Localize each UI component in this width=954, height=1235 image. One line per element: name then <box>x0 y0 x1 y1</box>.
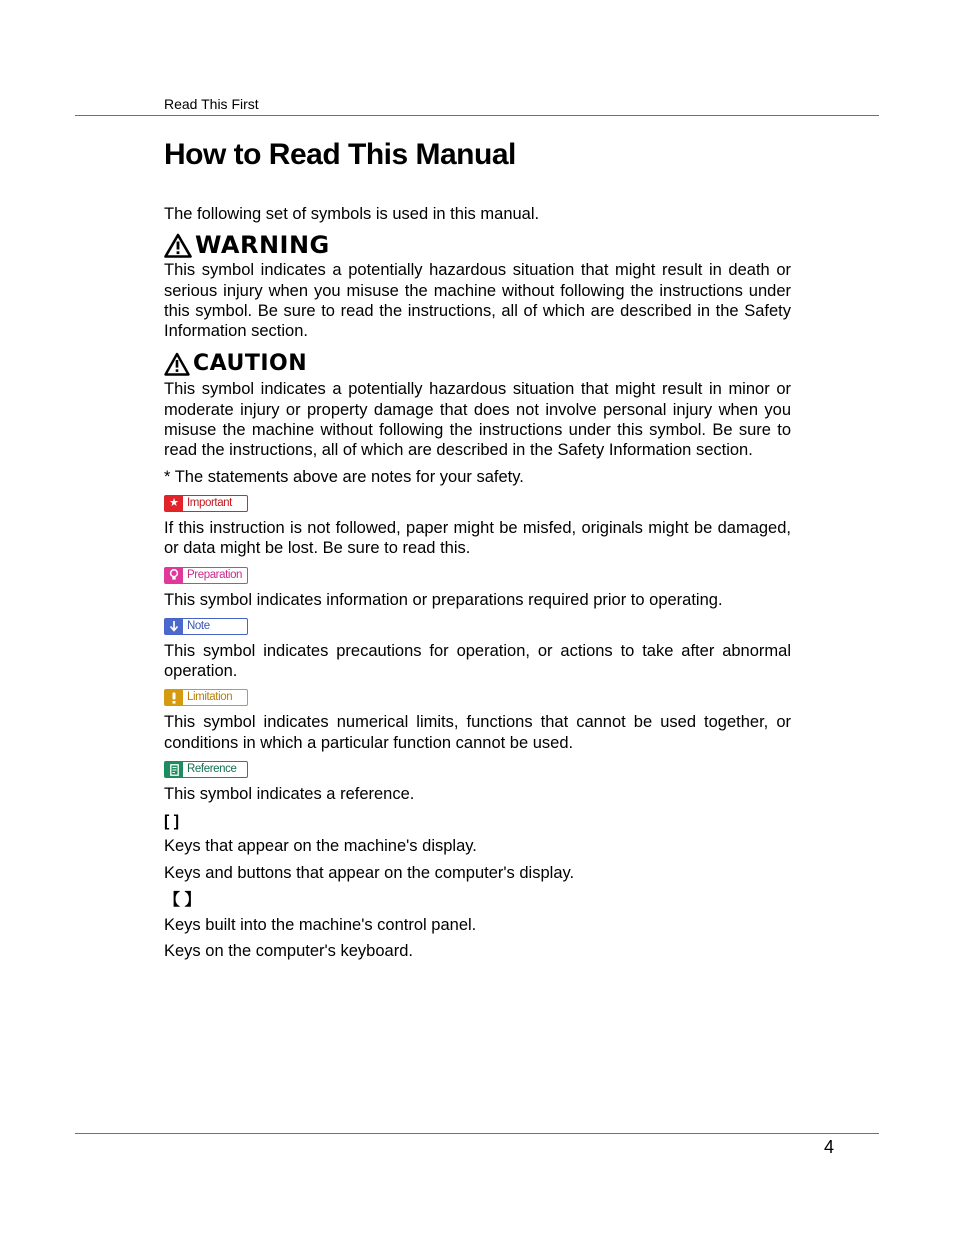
manual-body <box>164 204 791 962</box>
header-section-label: Read This First <box>164 96 259 112</box>
square-brackets-line-1: Keys that appear on the machine's display. <box>164 837 477 856</box>
safety-note: * The statements above are notes for your safety. <box>164 467 524 486</box>
arrow-down-icon <box>165 619 183 634</box>
limitation-description: This symbol indicates numerical limits, functions that cannot be used together, or conditions in which a particular function cannot be used. <box>164 713 791 752</box>
warning-triangle-icon <box>164 233 192 258</box>
document-icon <box>165 762 183 777</box>
page-number: 4 <box>824 1137 835 1157</box>
intro-text: The following set of symbols is used in this manual. <box>164 205 540 223</box>
page-title: How to Read This Manual <box>164 138 516 171</box>
caution-triangle-icon <box>164 352 190 376</box>
important-badge-label: Important <box>187 496 232 509</box>
warning-description: This symbol indicates a potentially hazardous situation that might result in death or serious injury when you misuse the machine without following the instructions under this symbol. Be sure to read the instructions, all of which are described in the Safety Information section. <box>164 261 791 341</box>
star-icon: ★ <box>165 496 183 511</box>
caution-label: CAUTION <box>193 351 308 377</box>
lenticular-brackets-line-2: Keys on the computer's keyboard. <box>164 942 413 961</box>
warning-label: WARNING <box>195 231 330 260</box>
reference-badge-label: Reference <box>187 763 237 776</box>
lenticular-brackets-symbol: 【 】 <box>164 891 201 909</box>
square-brackets-symbol: [ ] <box>164 813 180 831</box>
square-brackets-line-2: Keys and buttons that appear on the computer's display. <box>164 863 575 882</box>
footer-rule <box>75 1133 879 1134</box>
preparation-description: This symbol indicates information or preparations required prior to operating. <box>164 590 723 609</box>
warning-symbol <box>164 230 791 260</box>
caution-description: This symbol indicates a potentially hazardous situation that might result in minor or moderate injury or property damage that does not involve personal injury when you misuse the machine without following the instructions under this symbol. Be sure to read the instructions, all of which are described in the Safety Information section. <box>164 380 791 460</box>
preparation-badge-label: Preparation <box>187 568 243 581</box>
important-badge <box>164 495 248 512</box>
note-badge-label: Note <box>187 619 210 632</box>
limitation-badge <box>164 689 248 706</box>
caution-symbol <box>164 349 791 379</box>
reference-badge <box>164 761 248 778</box>
important-description: If this instruction is not followed, paper might be misfed, originals might be damaged, or data might be lost. Be sure to read this. <box>164 518 791 558</box>
note-badge <box>164 618 248 635</box>
reference-description: This symbol indicates a reference. <box>164 785 415 804</box>
lightbulb-icon <box>165 568 183 583</box>
preparation-badge <box>164 567 248 584</box>
exclamation-icon <box>165 690 183 705</box>
header-rule <box>75 115 879 116</box>
lenticular-brackets-line-1: Keys built into the machine's control panel. <box>164 915 477 934</box>
limitation-badge-label: Limitation <box>187 691 233 704</box>
note-description: This symbol indicates precautions for operation, or actions to take after abnormal operation. <box>164 641 791 681</box>
